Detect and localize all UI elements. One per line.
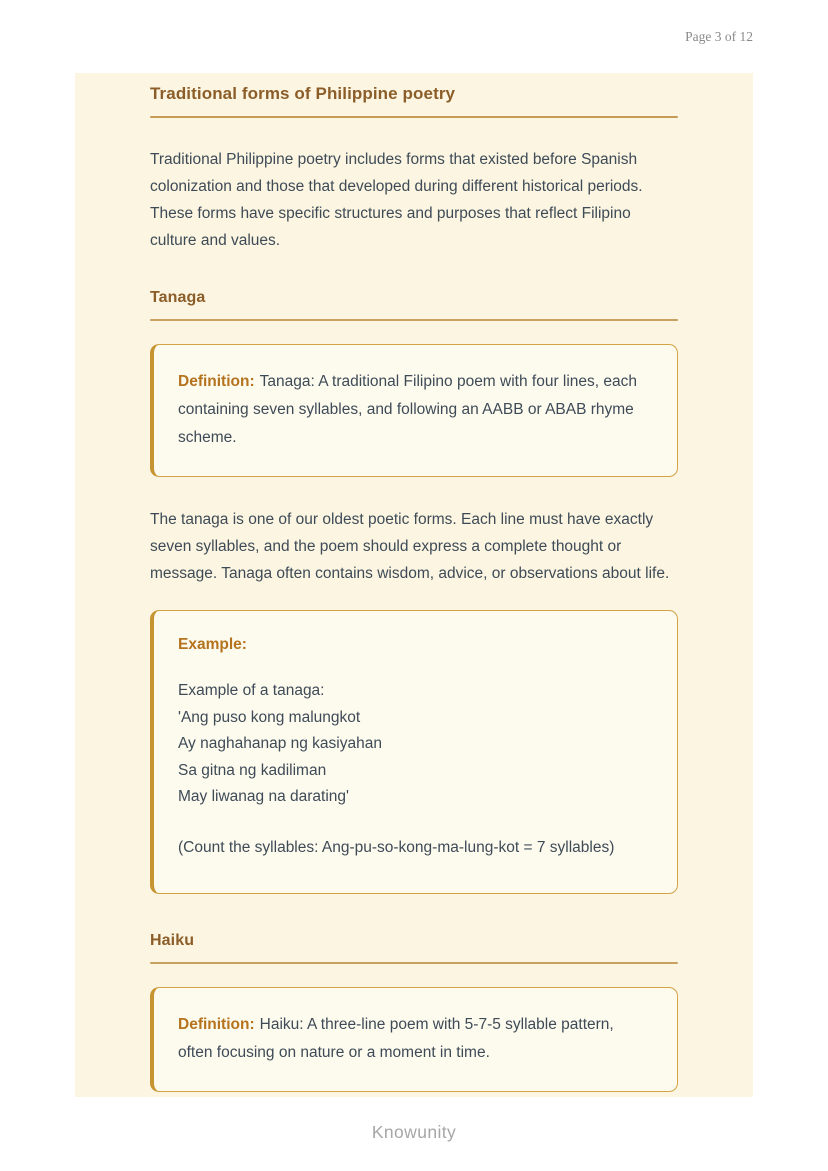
tanaga-example-box — [150, 610, 678, 894]
tanaga-example-poem — [178, 678, 652, 811]
definition-text: Haiku: A three-line poem with 5-7-5 syllable pattern, often focusing on nature or a moment in time. — [178, 1015, 614, 1061]
section-heading-haiku: Haiku — [150, 931, 195, 949]
content-panel — [75, 73, 753, 1097]
haiku-heading-rule — [150, 962, 678, 964]
haiku-definition-line — [178, 1011, 652, 1067]
tanaga-body-paragraph: The tanaga is one of our oldest poetic forms. Each line must have exactly seven syllables, and the poem should express a complete thought or message. Tanaga often contains wisdom, advice, or observations about life. — [150, 511, 670, 582]
tanaga-definition-box — [150, 344, 678, 477]
haiku-definition-box — [150, 987, 678, 1092]
tanaga-heading-rule — [150, 319, 678, 321]
section-heading-tanaga: Tanaga — [150, 289, 206, 306]
intro-paragraph: Traditional Philippine poetry includes forms that existed before Spanish colonization and those that developed during different historical periods. These forms have specific structures and purposes that reflect Filipino culture and values. — [150, 151, 643, 249]
title-rule — [150, 116, 678, 118]
definition-text: Tanaga: A traditional Filipino poem with four lines, each containing seven syllables, and following an AABB or ABAB rhyme scheme. — [178, 373, 638, 446]
page-indicator: Page 3 of 12 — [685, 29, 753, 44]
definition-label: Definition: — [178, 373, 255, 390]
document-title: Traditional forms of Philippine poetry — [150, 84, 456, 103]
footer-brand: Knowunity — [371, 1122, 457, 1142]
syllable-count-note: (Count the syllables: Ang-pu-so-kong-ma-lung-kot = 7 syllables) — [178, 838, 615, 856]
example-label: Example: — [178, 636, 247, 653]
poem-line: 'Ang puso kong malungkot — [178, 708, 361, 726]
poem-line: Example of a tanaga: — [178, 682, 325, 699]
poem-line: Sa gitna ng kadiliman — [178, 761, 327, 779]
definition-label: Definition: — [178, 1015, 255, 1033]
poem-line: Ay naghahanap ng kasiyahan — [178, 735, 382, 752]
poem-line: May liwanag na darating' — [178, 788, 349, 805]
tanaga-definition-line — [178, 368, 652, 452]
